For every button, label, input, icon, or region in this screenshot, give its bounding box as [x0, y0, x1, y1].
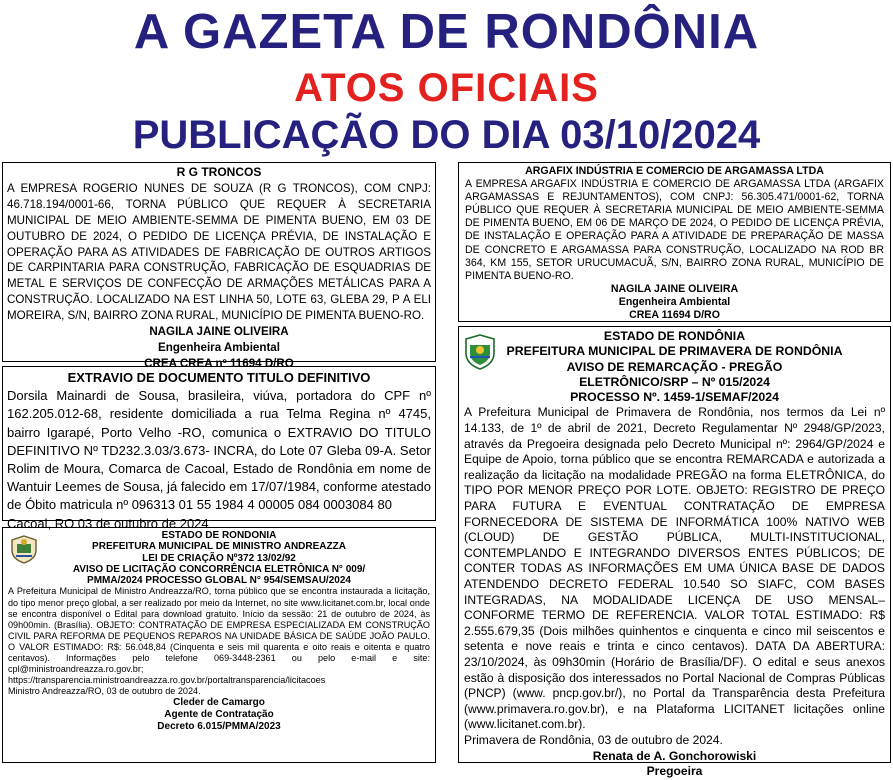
- prefeitura-name: PREFEITURA MUNICIPAL DE PRIMAVERA DE RONDÔNIA: [506, 344, 843, 359]
- state-name: ESTADO DE RONDÔNIA: [603, 329, 746, 343]
- notice-date: Primavera de Rondônia, 03 de outubro de 2024.: [464, 732, 723, 747]
- andreazza-seal-icon: [9, 534, 39, 564]
- notice-heading-line1: AVISO DE LICITAÇÃO CONCORRÊNCIA ELETRÔNICA N° 009/: [72, 563, 366, 575]
- notice-body: A Prefeitura Municipal de Primavera de Rondônia, nos termos da Lei nº 14.133, de 1º de abril de 2021, Decreto Regulamentar Nº 2948/GP/2023, através da Pregoeira designada pelo Decreto Municipal nº: 2964/GP/2024 e Equipe de Apoio, torna público que se encontra REMARCADA e autorizada a realização da licitação na modalidade PREGÃO na forma ELETRÔNICA, do TIPO POR MENOR PREÇO POR LOTE. OBJETO: REGISTRO DE PREÇO PARA FUTURA E EVENTUAL CONTRATAÇÃO DE EMPRESA FORNECEDORA DE SISTEMA DE INFORMÁTICA 100% NATIVO WEB (CLOUD) DE GESTÃO PÚBLICA, MULTI-INSTITUCIONAL, CONTEMPLANDO E INTEGRANDO DIVERSOS ENTES PÚBLICOS; DE CONTER TODAS AS INFORMAÇÕES EM UMA ÚNICA BASE DE DADOS ATENDENDO DECRETO FEDERAL 10.540 SO SIAFC, COM BASES INTEGRADAS, NA MODALIDADE LICENÇA DE USO MENSAL– CONFORME TERMO DE REFERENCIA. VALOR TOTAL ESTIMADO: R$ 2.555.679,35 (Dois milhões quinhentos e cinquenta e cinco mil seiscentos e setenta e nove reais e trinta e cinco centavos). DATA DA ABERTURA: 23/10/2024, às 09h30min (Horário de Brasília/DF). O edital e seus anexos estão à disposição dos interessados no Portal Nacional de Compras Públicas (PNCP) (www. pncp.gov.br/), no Portal da Transparência desta Prefeitura (www.primavera.ro.gov.br), e na Plataforma LICITANET licitações online (www.licitanet.com.br).: [464, 405, 885, 732]
- prefeitura-name: PREFEITURA MUNICIPAL DE MINISTRO ANDREAZZA: [92, 541, 346, 553]
- state-name: ESTADO DE RONDONIA: [161, 530, 277, 541]
- notice-heading-line2: PMMA/2024 PROCESSO GLOBAL N° 954/SEMSAU/2024: [87, 575, 351, 587]
- process-number: PROCESSO Nº. 1459-1/SEMAF/2024: [570, 390, 779, 405]
- signer-name: NAGILA JAINE OLIVEIRA: [610, 282, 739, 295]
- newspaper-title: A GAZETA DE RONDÔNIA: [133, 5, 760, 59]
- notice-subheading: ELETRÔNICO/SRP – Nº 015/2024: [579, 374, 770, 389]
- notice-rg-troncos: [2, 162, 436, 370]
- publication-date-title: PUBLICAÇÃO DO DIA 03/10/2024: [132, 113, 761, 157]
- signer-crea: CREA 11694 D/RO: [629, 309, 720, 322]
- notice-body: A EMPRESA ROGERIO NUNES DE SOUZA (R G TRONCOS), COM CNPJ: 46.718.194/0001-66, TORNA PÚBLICO QUE REQUER À SECRETARIA MUNICIPAL DE MEIO AMBIENTE-SEMMA DE PIMENTA BUENO, EM 03 DE OUTUBRO DE 2024, O PEDIDO DE LICENÇA PRÉVIA, DE INSTALAÇÃO E OPERAÇÃO PARA AS ATIVIDADES DE FABRICAÇÃO DE OUTROS ARTIGOS DE CARPINTARIA PARA CONSTRUÇÃO, FABRICAÇÃO DE ESQUADRIAS DE METAL E SERVIÇOS DE CONFECÇÃO DE ARMAÇÕES METÁLICAS PARA A CONSTRUÇÃO. LOCALIZADO NA EST LINHA 50, LOTE 63, GLEBA 29, P A ELI MOREIRA, S/N, BAIRRO ZONA RURAL, MUNICÍPIO DE PIMENTA BUENO-RO.: [7, 181, 431, 323]
- primavera-seal-icon: [463, 333, 497, 371]
- notice-body: Dorsila Mainardi de Sousa, brasileira, viúva, portadora do CPF nº 162.205.012-68, residente domiciliada a rua Telma Regina nº 4745, bairro Igarapé, Porto Velho -RO, comunica o EXTRAVIO DO TITULO DEFINITIVO Nº TD232.3.03/3.673- INCRA, do Lote 07 Gleba 09-A. Setor Rolim de Moura, Comarca de Cacoal, Estado de Rondônia em nome de Wantuir Leemes de Sousa, já falecido em 17/07/1984, conforme atestado de Óbito matricula nº 096313 01 55 1984 4 00005 084 0003084 80: [7, 388, 431, 513]
- signer-role: Agente de Contratação: [164, 709, 274, 721]
- notice-ministro-andreazza: [2, 527, 436, 763]
- notice-date: Ministro Andreazza/RO, 03 de outubro de 2024.: [8, 686, 201, 697]
- signer-decree: Decreto 6.015/PMMA/2023: [157, 720, 281, 732]
- signer-name: NAGILA JAINE OLIVEIRA: [149, 325, 289, 339]
- notice-heading: AVISO DE REMARCAÇÃO - PREGÃO: [566, 359, 783, 374]
- signer-crea: CREA CREA nº 11694 D/RO: [144, 356, 294, 370]
- signer-role: Engenheira Ambiental: [618, 295, 731, 308]
- notice-date: Cacoal, RO 03 de outubro de 2024: [7, 515, 209, 531]
- section-title: ATOS OFICIAIS: [294, 66, 599, 110]
- signer-role: Pregoeira: [646, 764, 703, 779]
- signer-role: Engenheira Ambiental: [158, 340, 280, 354]
- signer-name: Renata de A. Gonchorowiski: [592, 748, 757, 763]
- notice-primavera-de-rondonia: [458, 326, 891, 779]
- notice-argafix: [458, 162, 891, 322]
- law-of-creation: LEI DE CRIAÇÃO Nº372 13/02/92: [142, 552, 296, 564]
- notice-extravio: [2, 366, 436, 531]
- notice-title: R G TRONCOS: [176, 165, 262, 179]
- notice-body: A EMPRESA ARGAFIX INDÚSTRIA E COMERCIO DE ARGAMASSA LTDA (ARGAFIX ARGAMASSAS E REJUNTAMENTOS), COM CNPJ: 56.305.471/0001-62, TORNA PÚBLICO QUE REQUER À SECRETARIA MUNICIPAL DE MEIO AMBIENTE-SEMMA DE PIMENTA BUENO, EM 06 DE MARÇO DE 2024, O PEDIDO DE LICENÇA PRÉVIA, DE INSTALAÇÃO E OPERAÇÃO PARA A ATIVIDADE DE PREPARAÇÃO DE MASSA DE CONCRETO E ARGAMASSA PARA CONSTRUÇÃO, LOCALIZADO NA ROD BR 364, KM 155, SETOR URUCUMACUÃ, S/N, BAIRRO ZONA RURAL, MUNICÍPIO DE PIMENTA BUENO-RO.: [465, 178, 884, 282]
- notice-title: ARGAFIX INDÚSTRIA E COMERCIO DE ARGAMASSA LTDA: [525, 165, 824, 177]
- notice-title: EXTRAVIO DE DOCUMENTO TITULO DEFINITIVO: [67, 370, 371, 385]
- notice-body: A Prefeitura Municipal de Ministro Andreazza/RO, torna público que se encontra instaurada a licitação, do tipo menor preço global, a ser realizado por meio da Internet, no site www.licitanet.com.br, local onde se encontra disponível o Edital para download gratuito. Início da sessão: 21 de outubro de 2024, às 09h00min. (Brasília). OBJETO: CONTRATAÇÃO DE EMPRESA ESPECIALIZADA EM CONSTRUÇÃO CIVIL PARA REFORMA DE PEQUENOS REPAROS NA UNIDADE BÁSICA DE SAÚDE JOÃO PAULO. O VALOR ESTIMADO: R$: 56.048,84 (Cinquenta e seis mil quarenta e oito reais e oitenta e quatro centavos). Informações pelo telefone 069-3448-2361 ou pelo e-mail e site: cpl@ministroandreazza.ro.gov.br; https://transparencia.ministroandreazza.ro.gov.br/portaltransparencia/licitacoes: [8, 586, 430, 686]
- signer-name: Cleder de Camargo: [173, 697, 265, 709]
